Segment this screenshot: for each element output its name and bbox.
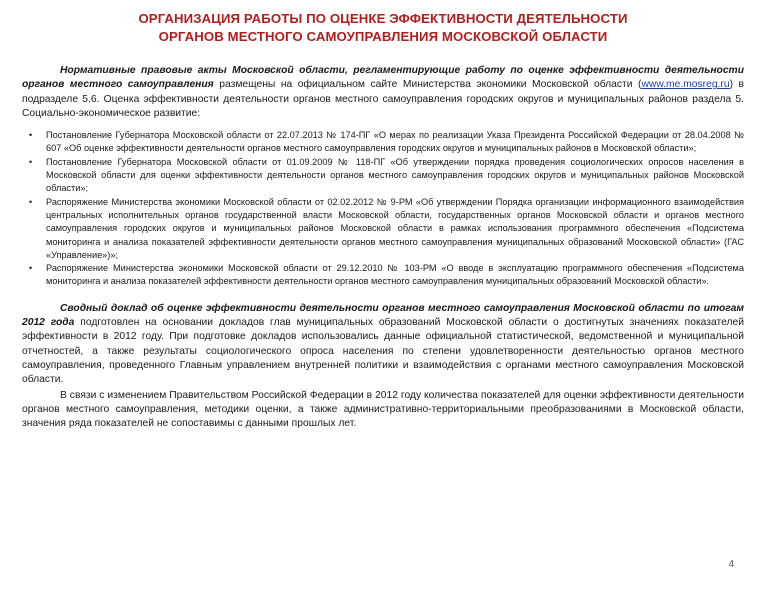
- page-title-line-2: ОРГАНОВ МЕСТНОГО САМОУПРАВЛЕНИЯ МОСКОВСКОЙ ОБЛАСТИ: [158, 29, 608, 44]
- bullet-icon: •: [29, 130, 33, 141]
- list-item-text: Постановление Губернатора Московской области от 22.07.2013 № 174-ПГ «О мерах по реализации Указа Президента Российской Федерации от 28.04.2008 № 607 «Об оценке эффективности деятельности органов местного самоуправления городских округов и муниципальных районов в Московской области»;: [46, 130, 744, 154]
- summary-text: подготовлен на основании докладов глав муниципальных образований Московской области о достигнутых значениях показателей эффективности в 2012 году. При подготовке докладов использовались данные официальной статистической, ведомственной и муниципальной отчетностей, а также результаты социологического опроса населения по степени удовлетворенности деятельностью органов местного самоуправления, проведенного Главным управлением внутренней политики и взаимодействия с органами местного самоуправления Московской области.: [22, 317, 744, 386]
- page-number: 4: [728, 559, 734, 570]
- list-item: [29, 156, 744, 196]
- legal-acts-list: [22, 129, 744, 289]
- list-item-text: Постановление Губернатора Московской области от 01.09.2009 № 118-ПГ «Об утверждении порядка проведения социологических опросов населения в Московской области для оценки эффективности деятельности органов местного самоуправления городских округов и муниципальных районов Московской области»;: [46, 156, 744, 194]
- list-item: [29, 196, 744, 262]
- changes-paragraph: В связи с изменением Правительством Российской Федерации в 2012 году количества показателей для оценки эффективности деятельности органов местного самоуправления, методики оценки, а также административно-территориальными преобразованиями в Московской области, значения ряда показателей не сопоставимы с данными прошлых лет.: [22, 389, 744, 430]
- summary-paragraph: [22, 302, 744, 388]
- list-item: [29, 262, 744, 289]
- intro-text-before-link: размещены на официальном сайте Министерства экономики Московской области (: [213, 79, 642, 91]
- list-item-text: Распоряжение Министерства экономики Московской области от 29.12.2010 № 103-РМ «О вводе в эксплуатацию программного обеспечения «Подсистема мониторинга и анализа показателей эффективности деятельности органов местного самоуправления муниципальных образований Московской области».: [46, 263, 744, 287]
- page-title: [22, 10, 744, 46]
- page-title-line-1: ОРГАНИЗАЦИЯ РАБОТЫ ПО ОЦЕНКЕ ЭФФЕКТИВНОСТИ ДЕЯТЕЛЬНОСТИ: [138, 11, 628, 26]
- list-item: [29, 129, 744, 156]
- intro-italic-text: Нормативные правовые акты Московской области, регламентирующие работу по оценке эффективности деятельности органов местного самоуправления: [22, 65, 744, 91]
- bullet-icon: •: [29, 196, 33, 207]
- list-item-text: Распоряжение Министерства экономики Московской области от 02.02.2012 № 9-РМ «Об утверждении Порядка организации информационного взаимодействия центральных исполнительных органов государственной власти Московской области, государственных органов Московской области и органов местного самоуправления городских округов и муниципальных районов Московской области в рамках использования программного обеспечения «Подсистема мониторинга и анализа показателей эффективности деятельности органов местного самоуправления муниципальных образований Московской области» (ГАС «Управление»)»;: [46, 196, 744, 260]
- website-link[interactable]: www.me.mosreg.ru: [641, 79, 730, 91]
- bullet-icon: •: [29, 156, 33, 167]
- intro-paragraph: [22, 64, 744, 121]
- intro-text-after-link: ) в подразделе 5.6. Оценка эффективности деятельности органов местного самоуправления городских округов и муниципальных районов раздела 5. Социально-экономическое развитие:: [22, 79, 744, 119]
- bullet-icon: •: [29, 263, 33, 274]
- summary-bold-italic-text: Сводный доклад об оценке эффективности деятельности органов местного самоуправления Московской области по итогам 2012 года: [22, 302, 744, 329]
